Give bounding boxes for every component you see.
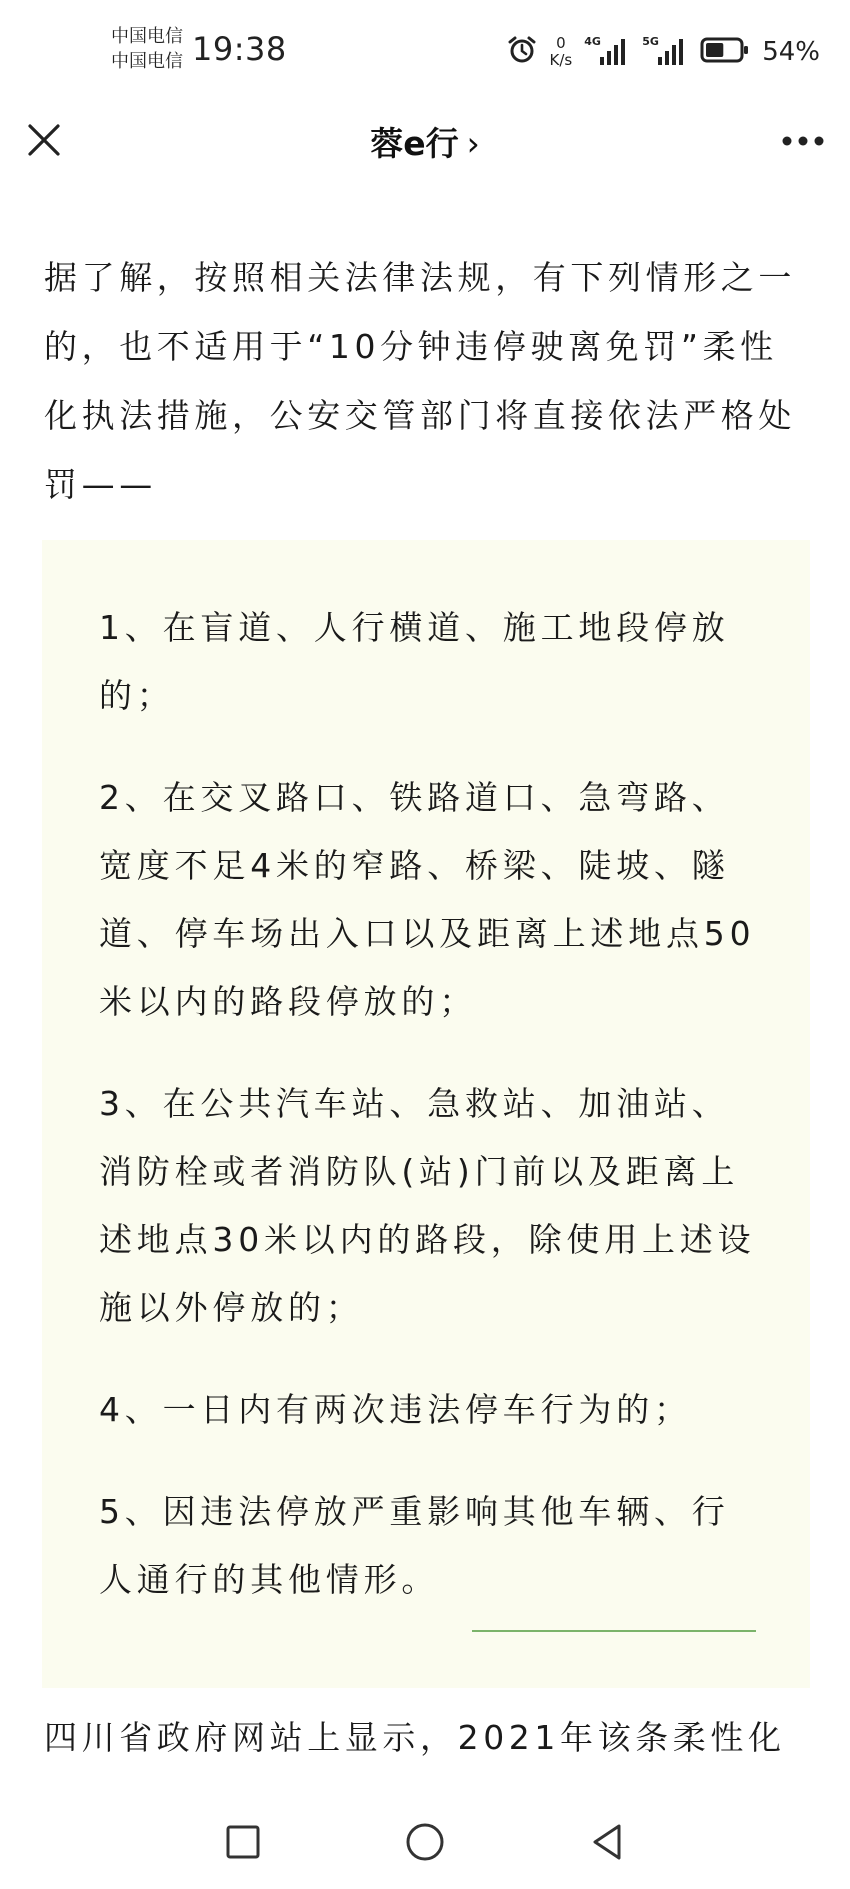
battery-icon	[700, 36, 750, 68]
chevron-right-icon: ›	[466, 124, 480, 163]
back-icon	[587, 1822, 627, 1862]
net-speed-unit: K/s	[549, 51, 573, 69]
page-title-link[interactable]	[0, 118, 850, 165]
more-button[interactable]	[778, 124, 828, 158]
article-paragraph: 四川省政府网站上显示，2021年该条柔性化	[44, 1718, 786, 1757]
quote-box	[42, 540, 810, 1688]
recent-apps-button[interactable]	[218, 1817, 268, 1867]
status-bar	[0, 0, 850, 104]
signal-1-tech: 4G	[584, 35, 601, 48]
battery-percent: 54%	[762, 37, 820, 67]
more-dots-icon	[781, 135, 825, 147]
back-button[interactable]	[582, 1817, 632, 1867]
home-icon	[404, 1821, 446, 1863]
recent-apps-icon	[223, 1822, 263, 1862]
list-item: 3、在公共汽车站、急救站、加油站、消防栓或者消防队(站)门前以及距离上述地点30米以内的路段，除使用上述设施以外停放的；	[99, 1084, 756, 1327]
quote-divider	[472, 1630, 756, 1632]
article-paragraph-intro: 据了解，按照相关法律法规，有下列情形之一的，也不适用于“10分钟违停驶离免罚”柔性化执法措施，公安交管部门将直接依法严格处罚——	[44, 258, 796, 504]
net-speed-value: 0	[556, 34, 566, 52]
list-item: 1、在盲道、人行横道、施工地段停放的；	[99, 608, 730, 715]
list-item: 4、一日内有两次违法停车行为的；	[99, 1390, 692, 1429]
signal-1	[584, 37, 630, 67]
list-item: 5、因违法停放严重影响其他车辆、行人通行的其他情形。	[99, 1492, 730, 1599]
signal-2-tech: 5G	[642, 35, 659, 48]
carrier-1-label: 中国电信	[111, 26, 183, 47]
title-bar	[0, 104, 850, 184]
status-time: 19:38	[192, 30, 287, 68]
alarm-icon	[507, 35, 537, 69]
system-nav-bar	[0, 1799, 850, 1889]
carrier-2-label: 中国电信	[111, 51, 183, 72]
carrier-labels	[111, 24, 183, 74]
status-indicators	[507, 30, 820, 74]
net-speed	[549, 35, 572, 69]
home-button[interactable]	[400, 1817, 450, 1867]
signal-2	[642, 37, 688, 67]
page-title: 蓉e行	[370, 124, 459, 163]
list-item: 2、在交叉路口、铁路道口、急弯路、宽度不足4米的窄路、桥梁、陡坡、隧道、停车场出入口以及距离上述地点50米以内的路段停放的；	[99, 778, 756, 1021]
